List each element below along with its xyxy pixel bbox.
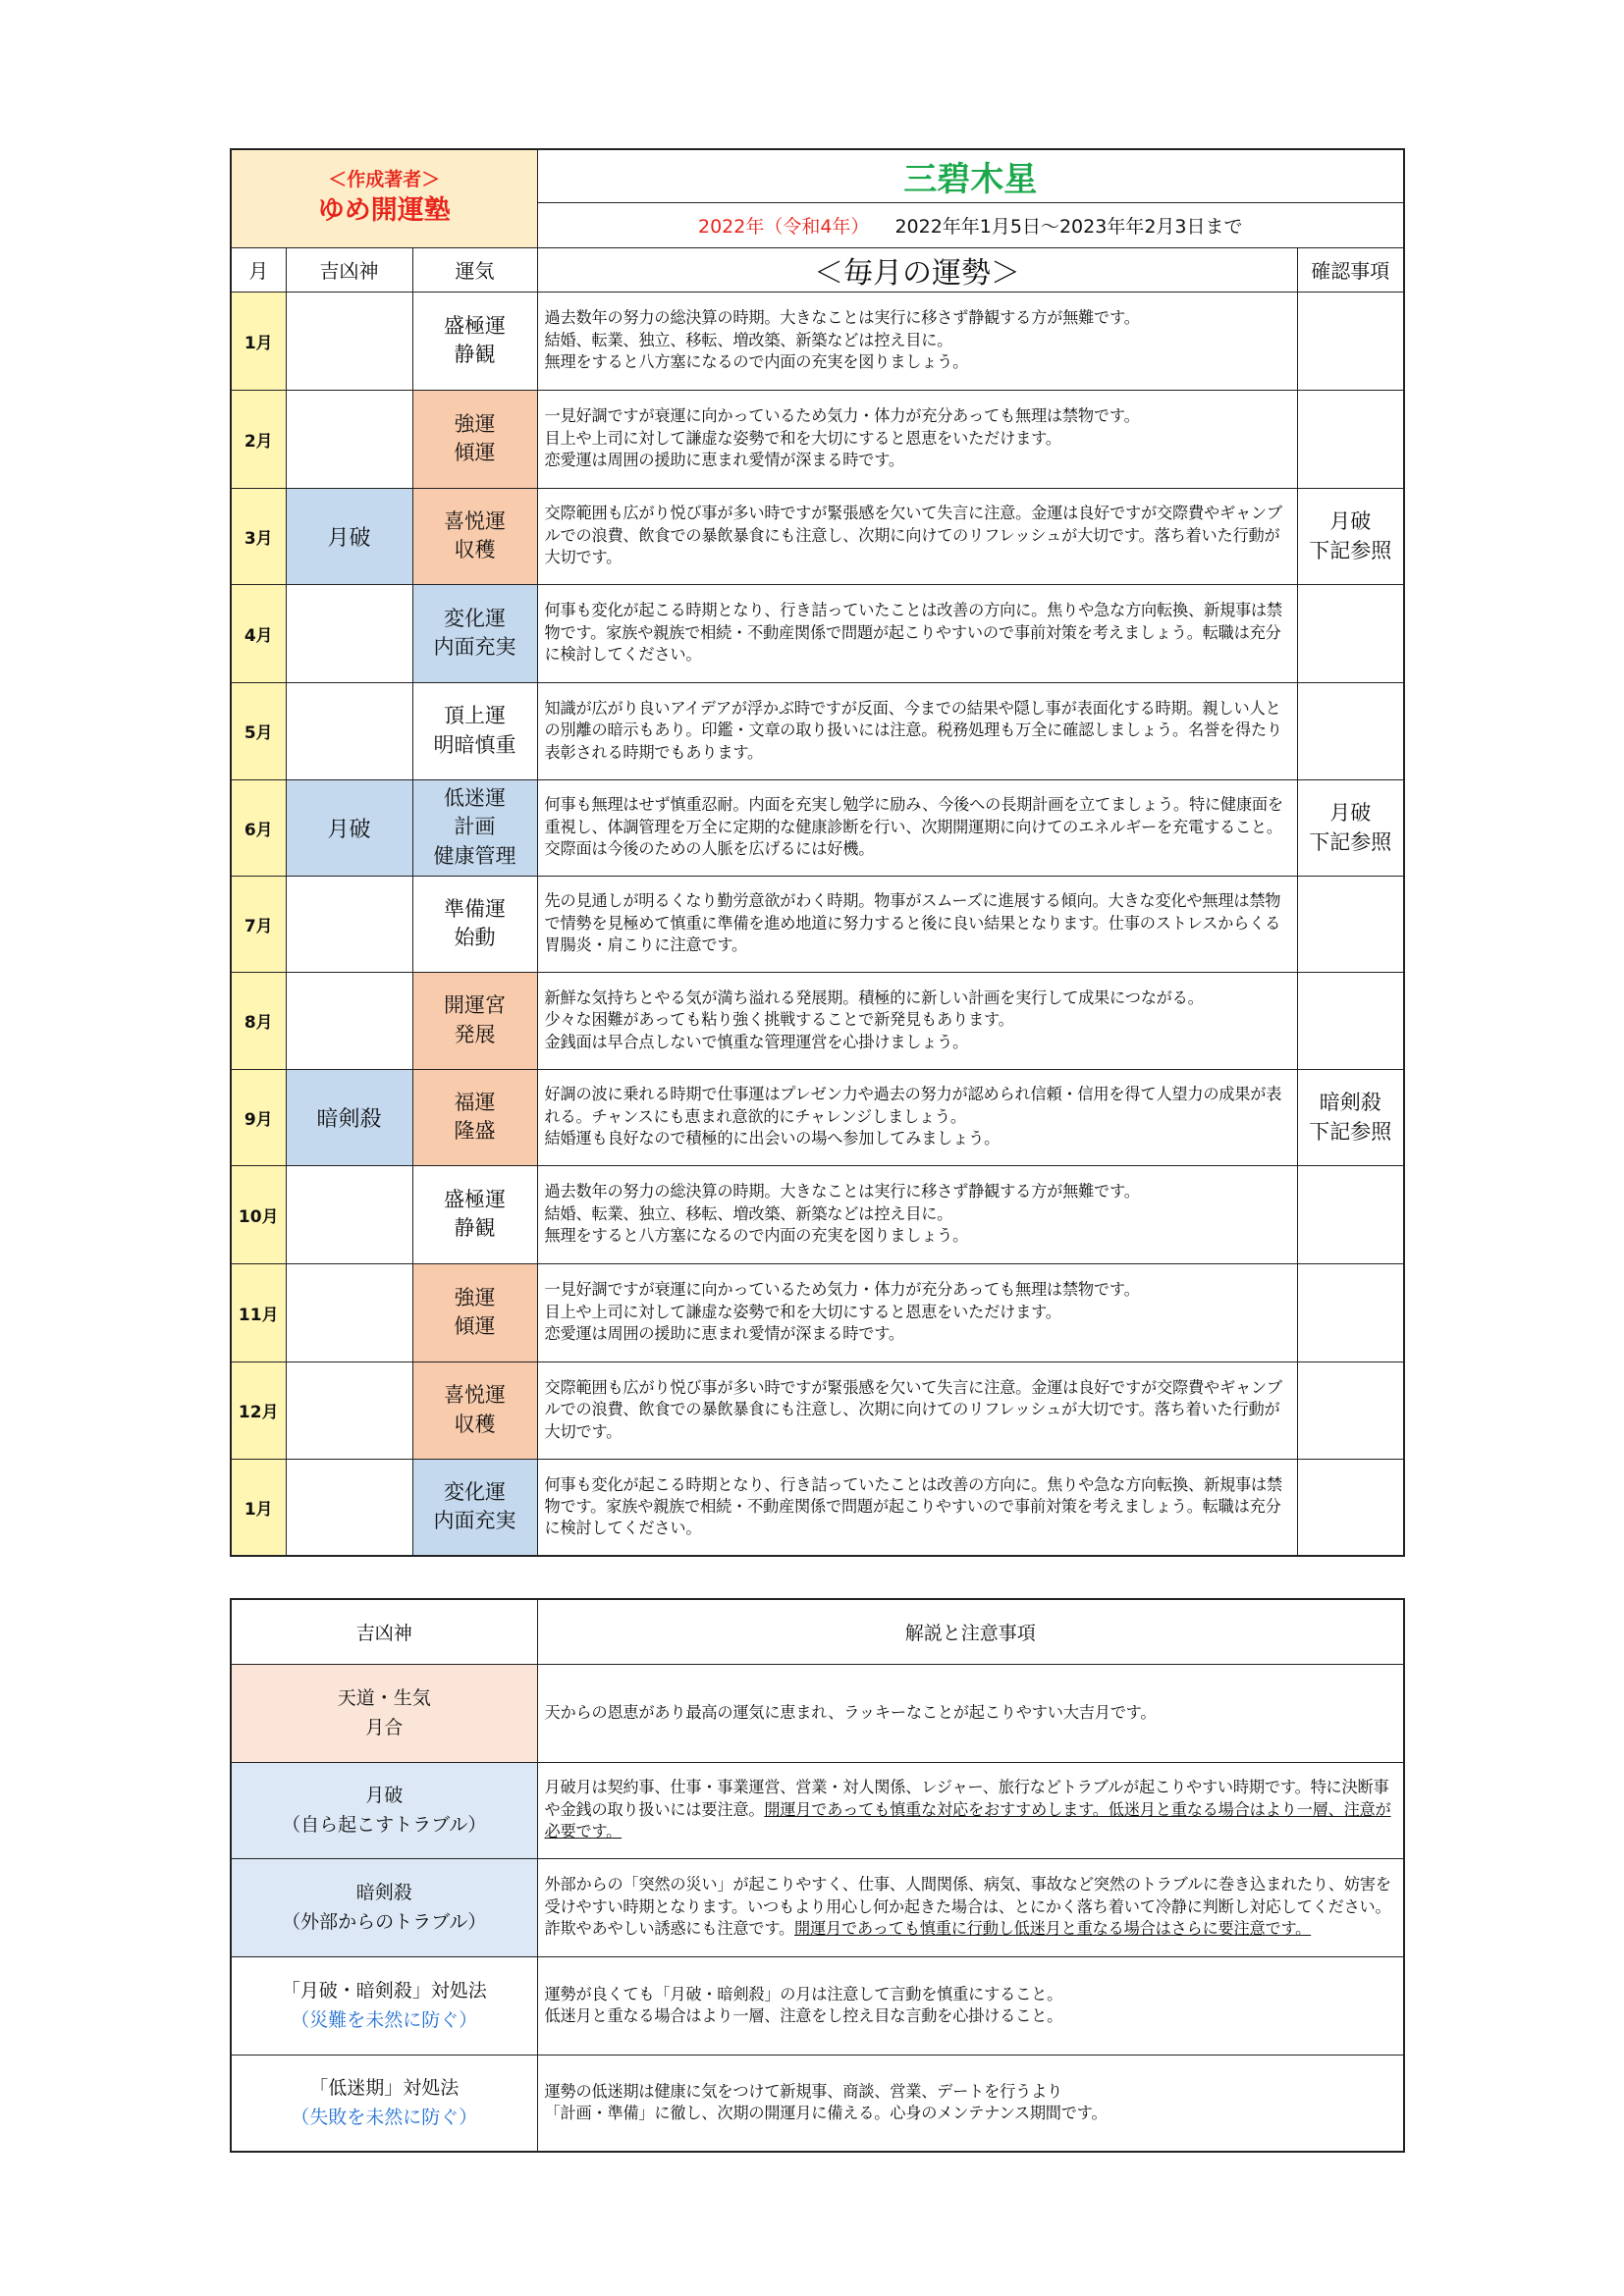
unki-cell: 強運 傾運: [412, 390, 537, 488]
guide-explanation-cell: 天からの恩恵があり最高の運気に恵まれ、ラッキーなことが起こりやすい大吉月です。: [537, 1664, 1404, 1762]
month-cell: 7月: [231, 876, 286, 972]
month-row: [231, 584, 1404, 682]
guide-col-kikkyoshin: 吉凶神: [231, 1599, 537, 1664]
fortune-text: 過去数年の努力の総決算の時期。大きなことは実行に移さず静観する方が無難です。 結婚、転業、独立、移転、増改築、新築などは控え目に。 無理をすると八方塞になるので内面の充実を図りましょう。: [537, 292, 1297, 390]
unki-cell: 喜悦運 収穫: [412, 488, 537, 584]
month-row: [231, 390, 1404, 488]
fortune-text: 交際範囲も広がり悦び事が多い時ですが緊張感を欠いて失言に注意。金運は良好ですが交際費やギャンブルでの浪費、飲食での暴飲暴食にも注意し、次期に向けてのリフレッシュが大切です。落ち着いた行動が大切です。: [537, 488, 1297, 584]
month-cell: 5月: [231, 682, 286, 779]
check-cell: 月破 下記参照: [1297, 488, 1404, 584]
check-cell: [1297, 1362, 1404, 1459]
year-label: 2022年（令和4年）: [697, 215, 870, 238]
fortune-text: 過去数年の努力の総決算の時期。大きなことは実行に移さず静観する方が無難です。 結婚、転業、独立、移転、増改築、新築などは控え目に。 無理をすると八方塞になるので内面の充実を図りましょう。: [537, 1165, 1297, 1263]
month-cell: 1月: [231, 292, 286, 390]
check-cell: [1297, 584, 1404, 682]
fortune-text: 何事も変化が起こる時期となり、行き詰っていたことは改善の方向に。焦りや急な方向転換、新規事は禁物です。家族や親族で相続・不動産関係で問題が起こりやすいので事前対策を考えましょう。転職は充分に検討してください。: [537, 1459, 1297, 1556]
check-cell: [1297, 390, 1404, 488]
check-cell: [1297, 1263, 1404, 1362]
month-cell: 2月: [231, 390, 286, 488]
unki-cell: 低迷運 計画 健康管理: [412, 779, 537, 876]
month-row: [231, 876, 1404, 972]
month-row: [231, 1069, 1404, 1165]
month-row: [231, 1165, 1404, 1263]
author-box: [231, 149, 537, 247]
unki-cell: 福運 隆盛: [412, 1069, 537, 1165]
guide-row: [231, 1762, 1404, 1858]
fortune-text: 知識が広がり良いアイデアが浮かぶ時ですが反面、今までの結果や隠し事が表面化する時期。親しい人との別離の暗示もあり。印鑑・文章の取り扱いには注意。税務処理も万全に確認しましょう。名誉を得たり表彰される時期でもあります。: [537, 682, 1297, 779]
month-row: [231, 1362, 1404, 1459]
month-cell: 1月: [231, 1459, 286, 1556]
fortune-text: 先の見通しが明るくなり勤労意欲がわく時期。物事がスムーズに進展する傾向。大きな変化や無理は禁物で情勢を見極めて慎重に準備を進め地道に努力すると後に良い結果となります。仕事のストレスからくる胃腸炎・肩こりに注意です。: [537, 876, 1297, 972]
month-cell: 4月: [231, 584, 286, 682]
month-cell: 3月: [231, 488, 286, 584]
guide-explanation-cell: 外部からの「突然の災い」が起こりやすく、仕事、人間関係、病気、事故など突然のトラブルに巻き込まれたり、妨害を受けやすい時期となります。いつもより用心し何か起きた場合は、とにかく落ち着いて冷静に判断し対応してください。詐欺やあやしい誘惑にも注意です。開運月であっても慎重に行動し低迷月と重なる場合はさらに要注意です。: [537, 1858, 1404, 1956]
kikkyoshin-cell: [286, 1362, 412, 1459]
month-row: [231, 292, 1404, 390]
check-cell: [1297, 682, 1404, 779]
unki-cell: 開運宮 発展: [412, 972, 537, 1069]
unki-cell: 頂上運 明暗慎重: [412, 682, 537, 779]
guide-col-explanation: 解説と注意事項: [537, 1599, 1404, 1664]
monthly-fortune-table: [230, 148, 1405, 1557]
month-cell: 11月: [231, 1263, 286, 1362]
check-cell: 月破 下記参照: [1297, 779, 1404, 876]
unki-cell: 喜悦運 収穫: [412, 1362, 537, 1459]
check-cell: [1297, 876, 1404, 972]
kikkyoshin-cell: [286, 682, 412, 779]
fortune-text: 交際範囲も広がり悦び事が多い時ですが緊張感を欠いて失言に注意。金運は良好ですが交際費やギャンブルでの浪費、飲食での暴飲暴食にも注意し、次期に向けてのリフレッシュが大切です。落ち着いた行動が大切です。: [537, 1362, 1297, 1459]
unki-cell: 変化運 内面充実: [412, 1459, 537, 1556]
guide-row: [231, 1664, 1404, 1762]
check-cell: [1297, 1165, 1404, 1263]
check-cell: 暗剣殺 下記参照: [1297, 1069, 1404, 1165]
fortune-text: 何事も無理はせず慎重忍耐。内面を充実し勉学に励み、今後への長期計画を立てましょう。特に健康面を重視し、体調管理を万全に定期的な健康診断を行い、次期開運期に向けてのエネルギーを充電すること。交際面は今後のための人脈を広げるには好機。: [537, 779, 1297, 876]
col-unki-header: 運気: [412, 247, 537, 292]
guide-row: [231, 1956, 1404, 2055]
kikkyoshin-cell: [286, 390, 412, 488]
kikkyoshin-cell: [286, 292, 412, 390]
star-title: 三碧木星: [537, 149, 1404, 202]
month-row: [231, 779, 1404, 876]
col-kikkyoshin-header: 吉凶神: [286, 247, 412, 292]
col-monthly-header: ＜毎月の運勢＞: [537, 247, 1297, 292]
fortune-text: 一見好調ですが衰運に向かっているため気力・体力が充分あっても無理は禁物です。 目上や上司に対して謙虚な姿勢で和を大切にすると恩恵をいただけます。 恋愛運は周囲の援助に恵まれ愛情が深まる時です。: [537, 390, 1297, 488]
month-row: [231, 1459, 1404, 1556]
month-cell: 12月: [231, 1362, 286, 1459]
fortune-text: 新鮮な気持ちとやる気が満ち溢れる発展期。積極的に新しい計画を実行して成果につながる。 少々な困難があっても粘り強く挑戦することで新発見もあります。 金銭面は早合点しないで慎重な管理運営を心掛けましょう。: [537, 972, 1297, 1069]
kikkyoshin-cell: [286, 1263, 412, 1362]
guide-kikkyoshin-cell: 「月破・暗剣殺」対処法 （災難を未然に防ぐ）: [231, 1956, 537, 2055]
col-check-header: 確認事項: [1297, 247, 1404, 292]
guide-explanation-cell: 運勢が良くても「月破・暗剣殺」の月は注意して言動を慎重にすること。 低迷月と重なる場合はより一層、注意をし控え目な言動を心掛けること。: [537, 1956, 1404, 2055]
author-name: ゆめ開運塾: [317, 194, 451, 226]
fortune-text: 何事も変化が起こる時期となり、行き詰っていたことは改善の方向に。焦りや急な方向転換、新規事は禁物です。家族や親族で相続・不動産関係で問題が起こりやすいので事前対策を考えましょう。転職は充分に検討してください。: [537, 584, 1297, 682]
kikkyoshin-cell: 暗剣殺: [286, 1069, 412, 1165]
guide-kikkyoshin-cell: 月破 （自ら起こすトラブル）: [231, 1762, 537, 1858]
kikkyoshin-cell: [286, 876, 412, 972]
kikkyoshin-cell: [286, 972, 412, 1069]
guide-explanation-cell: 月破月は契約事、仕事・事業運営、営業・対人関係、レジャー、旅行などトラブルが起こりやすい時期です。特に決断事や金銭の取り扱いには要注意。開運月であっても慎重な対応をおすすめします。低迷月と重なる場合はより一層、注意が必要です。: [537, 1762, 1404, 1858]
check-cell: [1297, 972, 1404, 1069]
unki-cell: 盛極運 静観: [412, 292, 537, 390]
check-cell: [1297, 292, 1404, 390]
author-label: ＜作成著者＞: [328, 169, 441, 191]
kikkyoshin-cell: [286, 1459, 412, 1556]
period-text: 2022年年1月5日～2023年年2月3日まで: [894, 215, 1243, 238]
guide-row: [231, 1858, 1404, 1956]
month-row: [231, 972, 1404, 1069]
month-cell: 9月: [231, 1069, 286, 1165]
col-month-header: 月: [231, 247, 286, 292]
fortune-text: 好調の波に乗れる時期で仕事運はプレゼン力や過去の努力が認められ信頼・信用を得て人望力の成果が表れる。チャンスにも恵まれ意欲的にチャレンジしましょう。 結婚運も良好なので積極的に出会いの場へ参加してみましょう。: [537, 1069, 1297, 1165]
guide-row: [231, 2055, 1404, 2152]
check-cell: [1297, 1459, 1404, 1556]
month-cell: 8月: [231, 972, 286, 1069]
unki-cell: 準備運 始動: [412, 876, 537, 972]
unki-cell: 変化運 内面充実: [412, 584, 537, 682]
month-row: [231, 488, 1404, 584]
month-cell: 10月: [231, 1165, 286, 1263]
month-row: [231, 682, 1404, 779]
kikkyoshin-cell: 月破: [286, 779, 412, 876]
guide-kikkyoshin-cell: 「低迷期」対処法 （失敗を未然に防ぐ）: [231, 2055, 537, 2152]
guide-table: [230, 1598, 1405, 2153]
guide-explanation-cell: 運勢の低迷期は健康に気をつけて新規事、商談、営業、デートを行うより 「計画・準備」に徹し、次期の開運月に備える。心身のメンテナンス期間です。: [537, 2055, 1404, 2152]
unki-cell: 強運 傾運: [412, 1263, 537, 1362]
period-row: [537, 202, 1404, 247]
month-row: [231, 1263, 1404, 1362]
guide-kikkyoshin-cell: 天道・生気 月合: [231, 1664, 537, 1762]
guide-kikkyoshin-cell: 暗剣殺 （外部からのトラブル）: [231, 1858, 537, 1956]
unki-cell: 盛極運 静観: [412, 1165, 537, 1263]
fortune-text: 一見好調ですが衰運に向かっているため気力・体力が充分あっても無理は禁物です。 目上や上司に対して謙虚な姿勢で和を大切にすると恩恵をいただけます。 恋愛運は周囲の援助に恵まれ愛情が深まる時です。: [537, 1263, 1297, 1362]
month-cell: 6月: [231, 779, 286, 876]
kikkyoshin-cell: [286, 584, 412, 682]
kikkyoshin-cell: 月破: [286, 488, 412, 584]
kikkyoshin-cell: [286, 1165, 412, 1263]
